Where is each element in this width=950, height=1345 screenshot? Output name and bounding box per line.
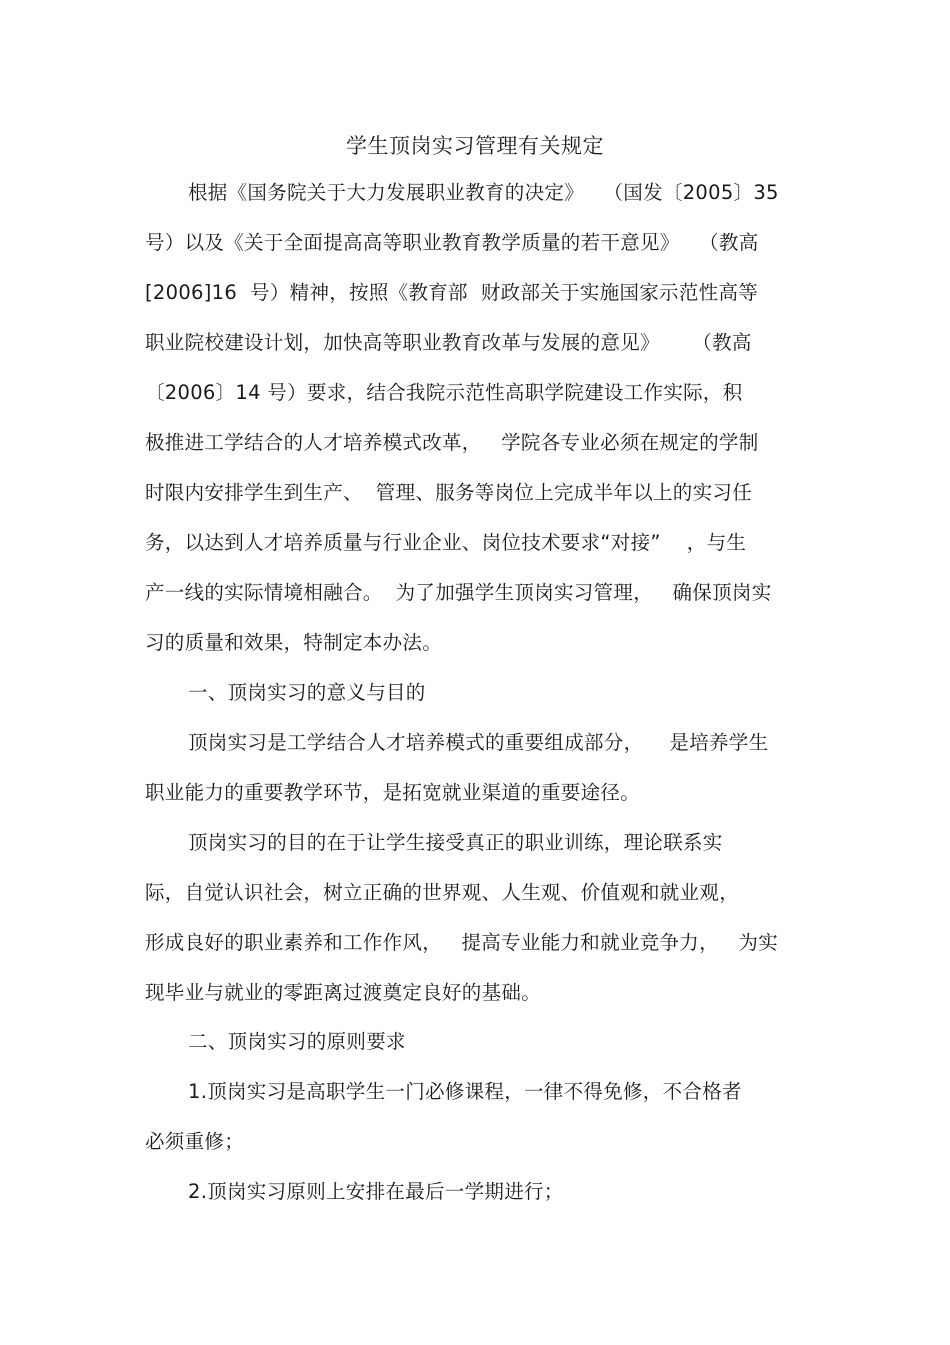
section-heading: 二、顶岗实习的原则要求 xyxy=(188,1030,406,1053)
paragraph-line: 顶岗实习是工学结合人才培养模式的重要组成部分， 是培养学生 xyxy=(188,731,769,754)
paragraph-line: 极推进工学结合的人才培养模式改革， 学院各专业必须在规定的学制 xyxy=(145,431,759,454)
paragraph-line: [2006]16 号）精神，按照《教育部 财政部关于实施国家示范性高等 xyxy=(145,281,759,304)
paragraph-line: 形成良好的职业素养和工作作风， 提高专业能力和就业竞争力， 为实 xyxy=(145,931,778,954)
paragraph-line: 根据《国务院关于大力发展职业教育的决定》 （国发〔2005〕35 xyxy=(188,181,779,204)
paragraph-line: 产一线的实际情境相融合。 为了加强学生顶岗实习管理， 确保顶岗实 xyxy=(145,581,772,604)
paragraph-line: 习的质量和效果，特制定本办法。 xyxy=(145,631,443,654)
list-item-continued: 必须重修； xyxy=(145,1130,245,1153)
paragraph-line: 时限内安排学生到生产、 管理、服务等岗位上完成半年以上的实习任 xyxy=(145,481,752,504)
paragraph-line: 〔2006〕14 号）要求，结合我院示范性高职学院建设工作实际，积 xyxy=(145,381,743,404)
paragraph-line: 职业能力的重要教学环节，是拓宽就业渠道的重要途径。 xyxy=(145,781,641,804)
paragraph-line: 顶岗实习的目的在于让学生接受真正的职业训练，理论联系实 xyxy=(188,831,723,854)
section-heading: 一、顶岗实习的意义与目的 xyxy=(188,681,426,704)
list-item: 2.顶岗实习原则上安排在最后一学期进行； xyxy=(188,1180,564,1203)
document-title: 学生顶岗实习管理有关规定 xyxy=(346,134,604,158)
paragraph-line: 职业院校建设计划，加快高等职业教育改革与发展的意见》 （教高 xyxy=(145,331,752,354)
paragraph-line: 现毕业与就业的零距离过渡奠定良好的基础。 xyxy=(145,981,542,1004)
paragraph-line: 际，自觉认识社会，树立正确的世界观、人生观、价值观和就业观， xyxy=(145,881,740,904)
list-item: 1.顶岗实习是高职学生一门必修课程，一律不得免修，不合格者 xyxy=(188,1080,742,1103)
paragraph-line: 号）以及《关于全面提高高等职业教育教学质量的若干意见》 （教高 xyxy=(145,231,759,254)
paragraph-line: 务，以达到人才培养质量与行业企业、岗位技术要求“对接” ，与生 xyxy=(145,531,747,554)
